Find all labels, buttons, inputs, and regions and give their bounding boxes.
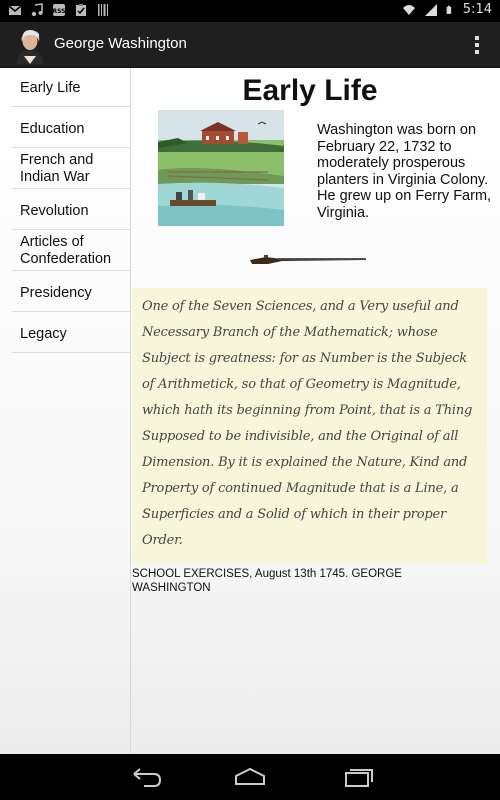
rss-icon <box>52 3 66 17</box>
sidebar-item-legacy[interactable] <box>12 313 130 353</box>
musket-illustration <box>248 251 368 269</box>
notification-icons <box>8 3 110 17</box>
sidebar-item-early-life[interactable] <box>12 68 130 107</box>
music-icon <box>30 3 44 17</box>
sidebar-item-label: French and Indian War <box>20 152 94 185</box>
ferry-farm-illustration <box>158 110 284 226</box>
intro-paragraph: Washington was born on February 22, 1732 to moderately prosperous planters in Virginia Colony. He grew up on Ferry Farm, Virginia. <box>317 122 492 221</box>
sidebar-nav <box>0 68 131 754</box>
action-bar <box>0 22 500 68</box>
quote-box <box>132 288 487 564</box>
clock: 5:14 <box>462 2 492 17</box>
sidebar-item-label: Early Life <box>20 80 81 96</box>
app-icon[interactable] <box>12 26 48 64</box>
navigation-bar <box>0 754 500 800</box>
recent-apps-icon[interactable] <box>338 764 378 790</box>
battery-icon <box>446 3 455 17</box>
content-area <box>0 68 500 754</box>
sidebar-item-presidency[interactable] <box>12 272 130 312</box>
sidebar-item-education[interactable] <box>12 108 130 148</box>
sidebar-item-label: Legacy <box>20 326 67 342</box>
main-panel <box>132 68 500 754</box>
status-bar <box>0 0 500 22</box>
quote-source: SCHOOL EXERCISES, August 13th 1745. GEORGE WASHINGTON <box>132 568 402 594</box>
page-title: Early Life <box>242 74 378 107</box>
app-title: George Washington <box>54 35 187 52</box>
sidebar-item-label: Education <box>20 121 85 137</box>
system-status <box>402 2 492 17</box>
home-icon[interactable] <box>230 764 270 790</box>
signal-icon <box>424 3 438 17</box>
gmail-icon <box>8 3 22 17</box>
wifi-icon <box>402 3 416 17</box>
barcode-icon <box>96 3 110 17</box>
svg-text:RSS: RSS <box>52 8 66 15</box>
sidebar-item-revolution[interactable] <box>12 190 130 230</box>
back-icon[interactable] <box>126 764 166 790</box>
sidebar-item-label: Presidency <box>20 285 92 301</box>
sidebar-item-french-and-indian-war[interactable] <box>12 149 130 189</box>
overflow-menu-icon[interactable] <box>472 34 482 56</box>
quote-text: One of the Seven Sciences, and a Very useful and Necessary Branch of the Mathematick; whose Subject is greatness: for as Number is the Subjeck of Arithmetick, so that of Geometry is Magnitude, which hath its beginning from Point, that is a Thing Supposed to be indivisible, and the Original of all Dimension. By it is explained the Nature, Kind and Property of continued Magnitude that is a Line, a Superficies and a Solid of which in their proper Order. <box>142 299 473 548</box>
sidebar-item-label: Revolution <box>20 203 89 219</box>
clipboard-check-icon <box>74 3 88 17</box>
sidebar-item-articles-of-confederation[interactable] <box>12 231 130 271</box>
sidebar-item-label: Articles of Confederation <box>20 234 112 267</box>
